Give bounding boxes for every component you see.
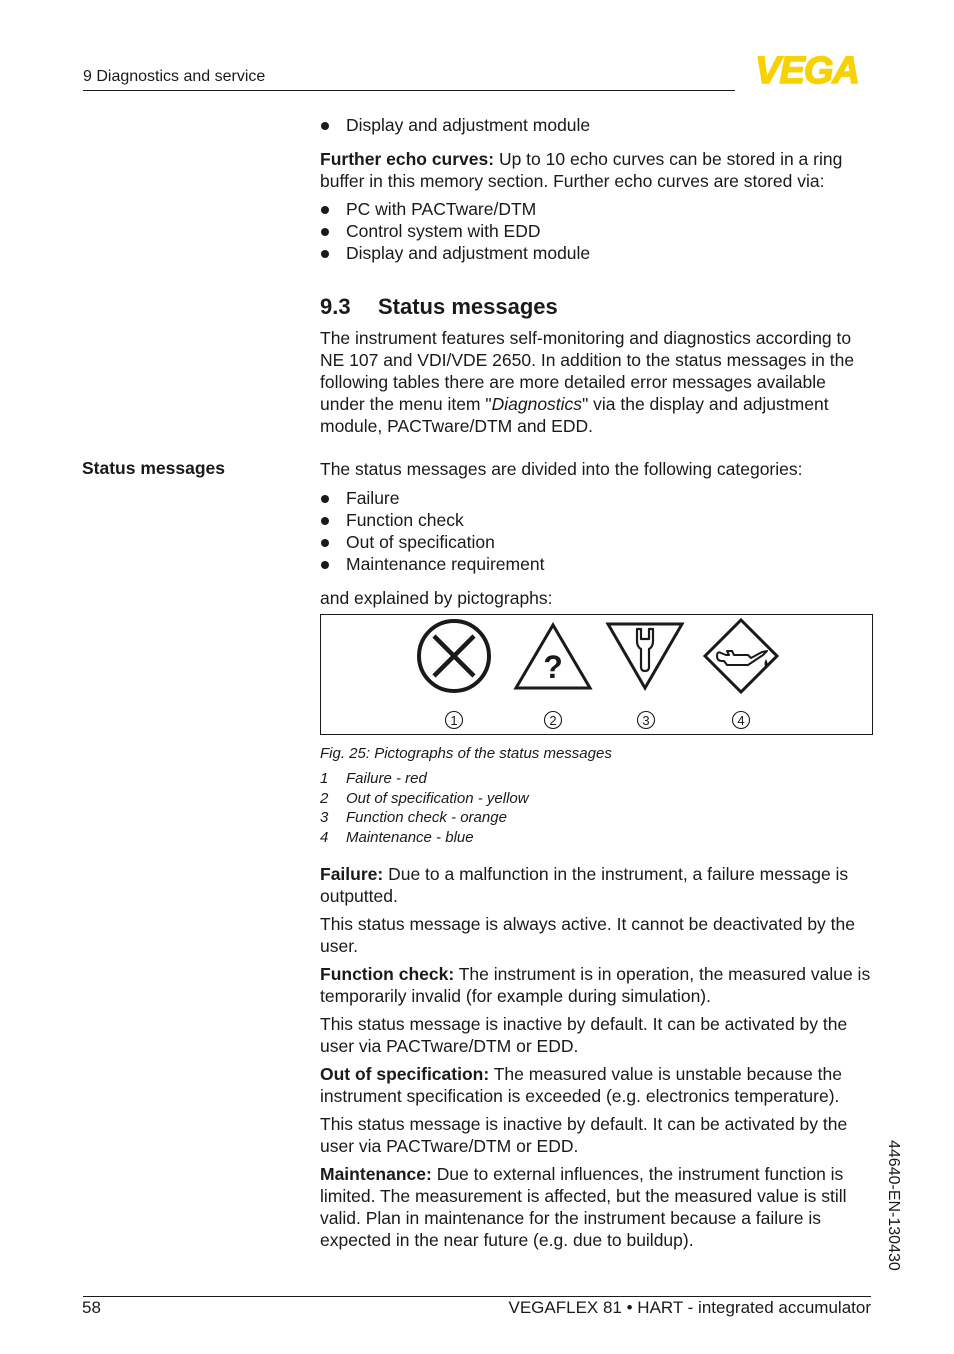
number-4-marker (733, 712, 750, 729)
figure-legend (320, 769, 873, 847)
list-item: Maintenance requirement (320, 553, 873, 575)
further-echo-paragraph: Further echo curves: Up to 10 echo curves can be stored in a ring buffer in this memory section. Further echo curves are stored via: (320, 149, 843, 191)
status-categories (320, 487, 873, 575)
svg-text:2: 2 (549, 713, 557, 728)
pictograph-svg (321, 615, 872, 734)
out-of-specification-icon (516, 625, 590, 688)
section-number: 9.3 (320, 294, 351, 319)
out-of-specification-note: This status message is inactive by default. It can be activated by the user via PACTware/DTM or EDD. (320, 1114, 848, 1156)
function-check-paragraph: Function check: The instrument is in operation, the measured value is temporarily invalid (for example during simulation). (320, 964, 871, 1006)
svg-text:?: ? (543, 649, 563, 685)
bullet-icon (321, 561, 329, 569)
svg-text:1: 1 (450, 713, 458, 728)
legend-item: 3 Function check - orange (320, 809, 507, 826)
list-item: PC with PACTware/DTM (320, 198, 873, 220)
status-lead: The status messages are divided into the following categories: (320, 459, 803, 479)
legend-item: 2 Out of specification - yellow (320, 789, 529, 807)
vega-logo (741, 52, 873, 86)
side-label: Status messages (82, 458, 225, 478)
list-item: Control system with EDD (320, 220, 873, 242)
function-check-icon (608, 624, 682, 688)
header-rule (83, 90, 735, 91)
maintenance-icon (705, 620, 777, 692)
list-item: Display and adjustment module (320, 114, 873, 136)
list-item: Failure (320, 487, 873, 509)
further-echo-list (320, 198, 873, 264)
number-3-marker (638, 712, 655, 729)
bullet-icon (321, 250, 329, 258)
vega-logo-text: VEGA (755, 52, 859, 86)
maintenance-paragraph: Maintenance: Due to external influences, the instrument function is limited. The measurement is affected, but the measured value is still valid. Plan in maintenance for the instrument because a failure is expected in the near future (e.g. due to buildup). (320, 1164, 847, 1250)
list-item: Out of specification (320, 531, 873, 553)
intro-bullets (320, 114, 873, 136)
bullet-icon (321, 206, 329, 214)
failure-icon (419, 621, 489, 691)
svg-text:3: 3 (642, 713, 650, 728)
bullet-icon (321, 122, 329, 130)
number-2-marker (545, 712, 562, 729)
document-number: 44640-EN-130430 (885, 1140, 902, 1271)
bullet-icon (321, 539, 329, 547)
bullet-icon (321, 495, 329, 503)
svg-text:4: 4 (737, 713, 745, 728)
running-header: 9 Diagnostics and service (83, 68, 266, 85)
page-number: 58 (82, 1298, 101, 1317)
list-item: Display and adjustment module (320, 242, 873, 264)
bullet-icon (321, 228, 329, 236)
pictograph-figure (320, 614, 873, 735)
number-1-marker (446, 712, 463, 729)
failure-note: This status message is always active. It cannot be deactivated by the user. (320, 914, 855, 956)
function-check-note: This status message is inactive by default. It can be activated by the user via PACTware/DTM or EDD. (320, 1014, 848, 1056)
failure-paragraph: Failure: Due to a malfunction in the instrument, a failure message is outputted. (320, 864, 849, 906)
figure-caption: Fig. 25: Pictographs of the status messages (320, 745, 612, 762)
section-intro: The instrument features self-monitoring and diagnostics according to NE 107 and VDI/VDE 2650. In addition to the status messages in the following tables there are more detailed error messages available under the menu item "Diagnostics" via the display and adjustment module, PACTware/DTM and EDD. (320, 328, 855, 436)
legend-item: 4 Maintenance - blue (320, 828, 474, 846)
bullet-icon (321, 517, 329, 525)
legend-item: 1 Failure - red (320, 770, 427, 787)
out-of-specification-paragraph: Out of specification: The measured value is unstable because the instrument specification is exceeded (e.g. electronics temperature). (320, 1064, 843, 1106)
explained-text: and explained by pictographs: (320, 588, 553, 608)
footer-rule (83, 1296, 871, 1297)
product-name: VEGAFLEX 81 • HART - integrated accumulator (508, 1298, 871, 1317)
list-item: Function check (320, 509, 873, 531)
section-title: Status messages (378, 294, 558, 319)
